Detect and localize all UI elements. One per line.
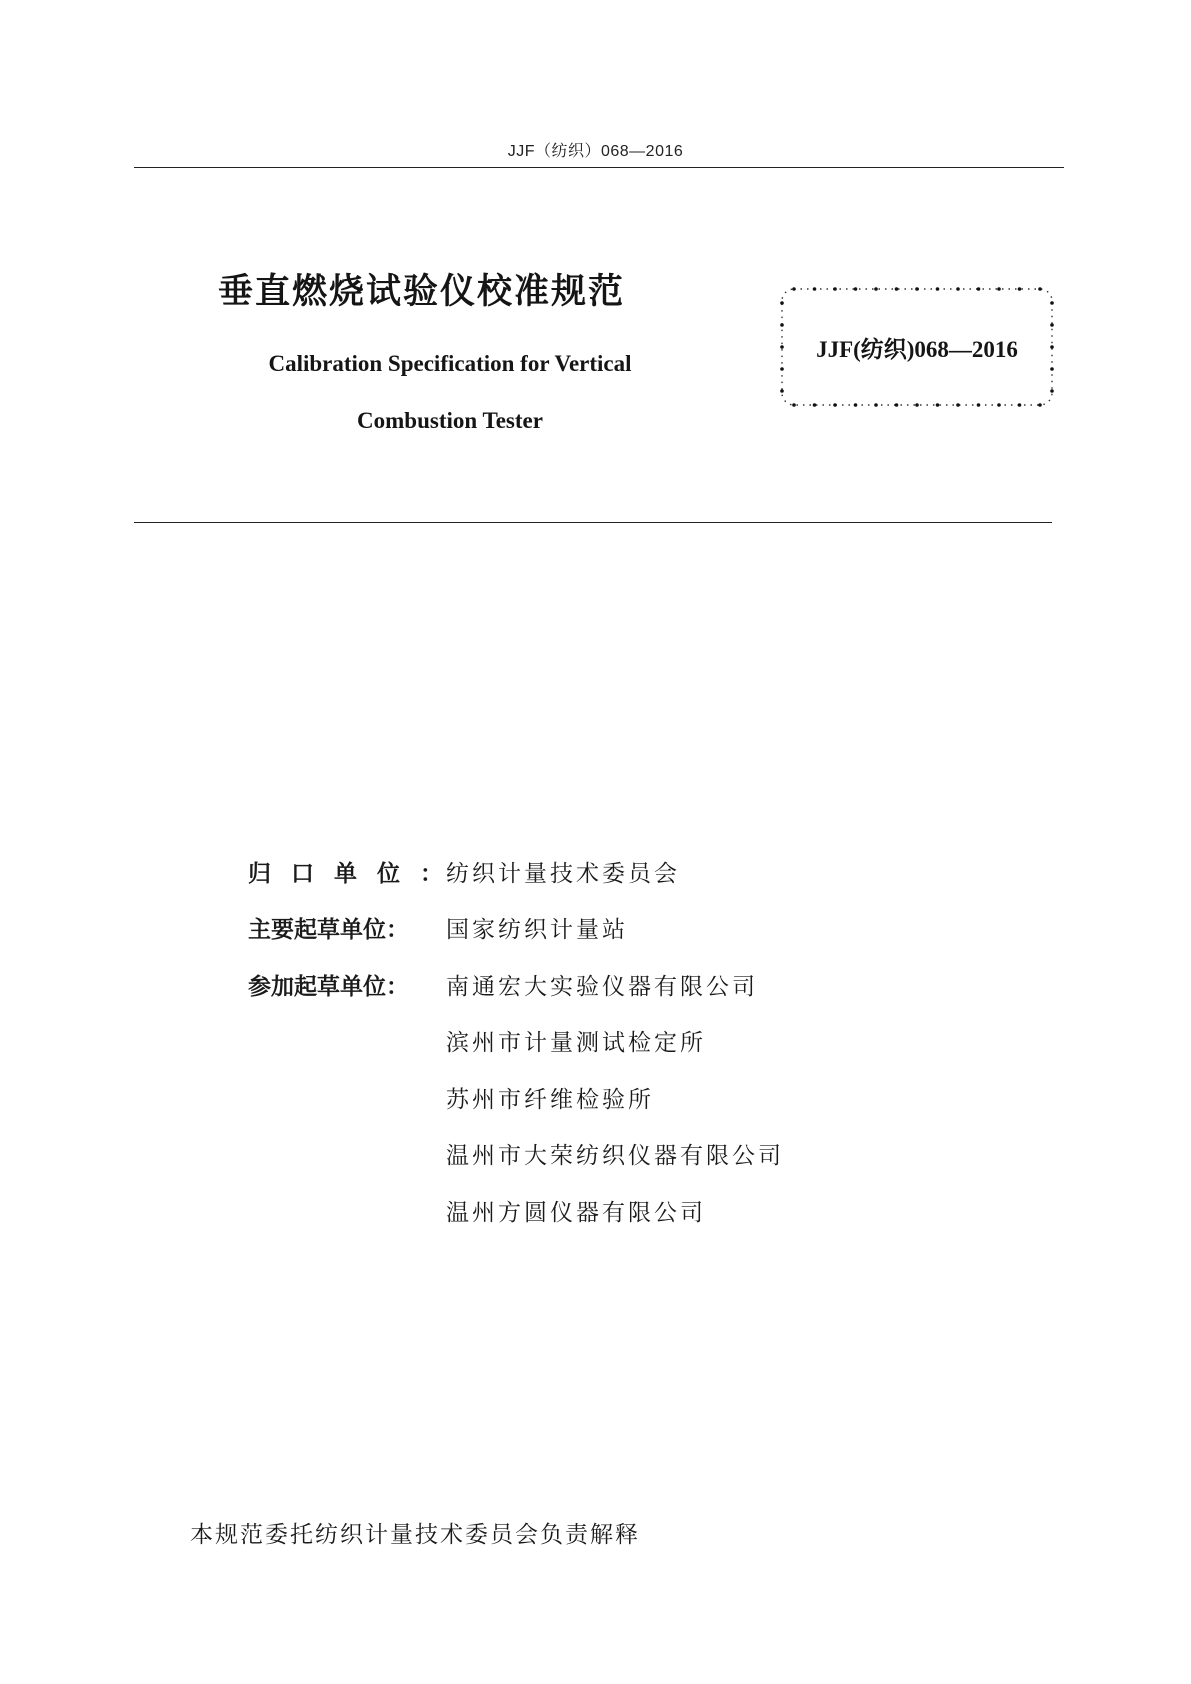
border-dot: [1018, 287, 1022, 291]
label-colon: ：: [386, 917, 409, 944]
border-dot: [780, 323, 784, 327]
border-dot: [1018, 403, 1022, 407]
border-dot: [1050, 367, 1054, 371]
drafting-units: [248, 843, 784, 1239]
responsible-unit-label: [248, 855, 446, 888]
border-dot: [895, 403, 899, 407]
responsible-unit-value: 纺织计量技术委员会: [446, 860, 680, 887]
participating-unit-row: [248, 956, 784, 1013]
border-dot: [874, 287, 878, 291]
border-dot: [792, 287, 796, 291]
border-dot: [813, 403, 817, 407]
border-dot: [780, 367, 784, 371]
border-dot: [997, 403, 1001, 407]
participating-unit-row: [248, 1182, 784, 1239]
border-dot: [780, 389, 784, 393]
border-dot: [833, 287, 837, 291]
border-dot: [915, 403, 919, 407]
participating-unit-value: 温州市大荣纺织仪器有限公司: [446, 1143, 784, 1170]
participating-unit-label: [248, 968, 446, 1001]
border-dot: [895, 287, 899, 291]
responsible-label-text: 归口单位: [248, 860, 420, 887]
border-dot: [956, 287, 960, 291]
border-dot: [854, 403, 858, 407]
responsible-unit-row: [248, 843, 784, 900]
document-title-en: [150, 335, 750, 449]
title-rule: [134, 522, 1052, 523]
border-dot: [874, 403, 878, 407]
participating-unit-value: 滨州市计量测试检定所: [446, 1030, 706, 1057]
border-dot: [977, 287, 981, 291]
title-en-line-1: Calibration Specification for Vertical: [268, 351, 632, 376]
border-dot: [854, 287, 858, 291]
participating-unit-row: [248, 1069, 784, 1126]
border-dot: [813, 287, 817, 291]
document-title-zh: 垂直燃烧试验仪校准规范: [218, 272, 626, 312]
running-header: JJF（纺织）068—2016: [507, 143, 684, 160]
interpretation-note: 本规范委托纺织计量技术委员会负责解释: [190, 1522, 640, 1548]
main-drafting-unit-label: [248, 911, 446, 944]
main-drafting-label-text: 主要起草单位: [248, 917, 386, 944]
label-colon: ：: [420, 860, 443, 887]
title-en-line-2: Combustion Tester: [357, 408, 543, 433]
border-dot: [997, 287, 1001, 291]
border-dot: [936, 287, 940, 291]
border-dot: [977, 403, 981, 407]
participating-unit-row: [248, 1013, 784, 1070]
main-drafting-unit-value: 国家纺织计量站: [446, 917, 628, 944]
border-dot: [1050, 323, 1054, 327]
main-drafting-unit-row: [248, 900, 784, 957]
border-dot: [1038, 287, 1042, 291]
specification-code: JJF(纺织)068—2016: [816, 337, 1018, 362]
participating-unit-value: 苏州市纤维检验所: [446, 1086, 654, 1113]
label-colon: ：: [386, 973, 409, 1000]
border-dot: [956, 403, 960, 407]
border-dot: [780, 301, 784, 305]
participating-unit-row: [248, 1126, 784, 1183]
border-dot: [1050, 301, 1054, 305]
participating-label-text: 参加起草单位: [248, 973, 386, 1000]
border-dot: [1038, 403, 1042, 407]
specification-code-box: [778, 285, 1056, 409]
participating-unit-value: 南通宏大实验仪器有限公司: [446, 973, 758, 1000]
border-dot: [792, 403, 796, 407]
border-dot: [833, 403, 837, 407]
border-dot: [915, 287, 919, 291]
border-dot: [936, 403, 940, 407]
participating-unit-value: 温州方圆仪器有限公司: [446, 1199, 706, 1226]
border-dot: [1050, 389, 1054, 393]
header-rule: [134, 167, 1064, 168]
